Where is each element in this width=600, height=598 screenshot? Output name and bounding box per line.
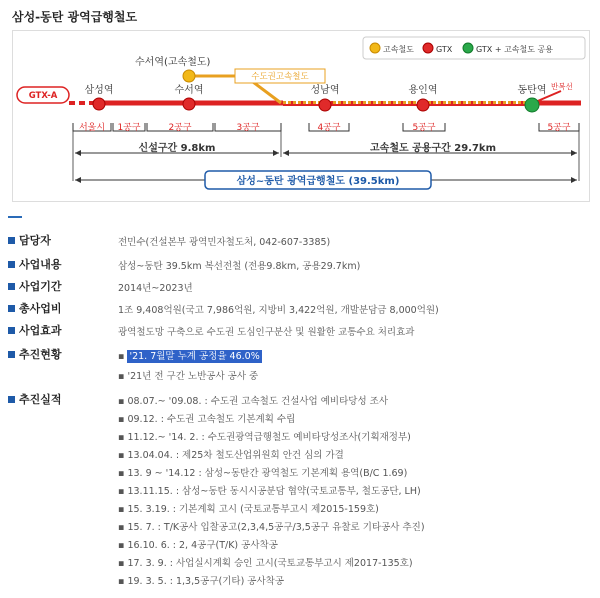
section-label: 서울시 (78, 123, 106, 133)
bullet-square-icon (8, 283, 15, 290)
manager-label: 담당자 (8, 232, 51, 248)
progress-item: ▪ '21. 7월말 누계 공정율 46.0% (118, 351, 260, 362)
page-title: 삼성-동탄 광역급행철도 (12, 10, 138, 24)
legend-combined: GTX + 고속철도 공용 (476, 45, 553, 54)
legend (363, 37, 585, 59)
gtx-a-label: GTX-A (28, 91, 58, 101)
bullet-square-icon (8, 396, 15, 403)
distance-arrows (73, 131, 579, 189)
station-label: 삼성역 (84, 85, 114, 96)
bullet-square-icon (8, 351, 15, 358)
period-label: 사업기간 (8, 278, 62, 294)
bullet-square-icon (8, 305, 15, 312)
bullet-square-icon (8, 261, 15, 268)
capital-high-speed-label: 수도권고속철도 (251, 72, 309, 82)
history-item: ▪ 08.07.~ '09.08. : 수도권 고속철도 건설사업 예비타당성 조사 (118, 396, 388, 407)
bullet-square-icon (8, 327, 15, 334)
section-label: 1공구 (117, 123, 141, 133)
station-label: 용인역 (408, 85, 438, 96)
history-item: ▪ 15. 7. : T/K공사 입찰공고(2,3,4,5공구/3,5공구 유찰로 기타공사 추진) (118, 522, 425, 533)
section-label: 5공구 (412, 123, 436, 133)
content-label: 사업내용 (8, 256, 62, 272)
cost-label: 총사업비 (8, 300, 62, 316)
history-item: ▪ 13. 9 ~ '14.12 : 삼성~동탄간 광역철도 기본계획 용역(B/C 1.69) (118, 468, 408, 479)
turnback-label: 반복선 (551, 82, 573, 91)
section-label: 5공구 (547, 123, 571, 133)
manager-value: 전민수(건설본부 광역민자철도처, 042-607-3385) (118, 237, 331, 248)
history-item: ▪ 11.12.~ '14. 2. : 수도권광역급행철도 예비타당성조사(기획재정부) (118, 432, 411, 443)
effect-label: 사업효과 (8, 322, 62, 338)
section-brackets (73, 121, 579, 133)
station-label: 성남역 (310, 85, 340, 96)
station-label: 수서역 (174, 85, 204, 96)
cost-value: 1조 9,408억원(국고 7,986억원, 지방비 3,422억원, 개발분담금 8,000억원) (118, 305, 439, 316)
history-item: ▪ 13.11.15. : 삼성~동탄 동시시공분담 협약(국토교통부, 철도공단, LH) (118, 486, 421, 497)
station-yongin-dot-icon (417, 99, 429, 111)
new-section-length: 신설구간 9.8km (138, 143, 216, 154)
combined-dot-icon (463, 43, 473, 53)
progress-highlight: '21. 7월말 누계 공정율 46.0% (129, 351, 260, 362)
station-dongtan-dot-icon (525, 98, 539, 112)
section-label: 3공구 (236, 123, 260, 133)
history-item: ▪ 16.10. 6. : 2, 4공구(T/K) 공사착공 (118, 540, 278, 551)
total-length-label: 삼성~동탄 광역급행철도 (39.5km) (236, 176, 400, 187)
history-item: ▪ 19. 3. 5. : 1,3,5공구(기타) 공사착공 (118, 576, 285, 587)
shared-section-length: 고속철도 공용구간 29.7km (370, 143, 496, 154)
history-item: ▪ 13.04.04. : 제25차 철도산업위원회 안건 심의 가결 (118, 450, 344, 461)
history-item: ▪ 15. 3.19. : 기본계획 고시 (국토교통부고시 제2015-159호) (118, 504, 379, 515)
period-value: 2014년~2023년 (118, 283, 193, 294)
station-label: 동탄역 (517, 85, 547, 96)
effect-value: 광역철도망 구축으로 수도권 도심인구분산 및 원활한 교통수요 처리효과 (118, 327, 415, 338)
section-divider (8, 216, 22, 218)
bullet-square-icon (8, 237, 15, 244)
legend-gtx: GTX (436, 45, 453, 54)
legend-high-speed: 고속철도 (383, 45, 414, 54)
gtx-dot-icon (423, 43, 433, 53)
history-item: ▪ 09.12. : 수도권 고속철도 기본계획 수립 (118, 414, 296, 425)
history-label: 추진실적 (8, 391, 62, 407)
progress-item: ▪ '21년 전 구간 노반공사 공사 중 (118, 371, 259, 382)
content-value: 삼성~동탄 39.5km 복선전철 (전용9.8km, 공용29.7km) (118, 261, 361, 272)
station-suseo-dot-icon (183, 98, 195, 110)
suseo-high-speed-dot-icon (183, 70, 195, 82)
station-samseong-dot-icon (93, 98, 105, 110)
suseo-high-speed-label: 수서역(고속철도) (135, 57, 211, 68)
route-map-svg (13, 31, 589, 201)
progress-label: 추진현황 (8, 346, 62, 362)
section-label: 4공구 (317, 123, 341, 133)
high-speed-dot-icon (370, 43, 380, 53)
station-seongnam-dot-icon (319, 99, 331, 111)
route-diagram (12, 30, 590, 202)
section-label: 2공구 (168, 123, 192, 133)
history-item: ▪ 17. 3. 9. : 사업실시계획 승인 고시(국토교통부고시 제2017-135호) (118, 558, 413, 569)
